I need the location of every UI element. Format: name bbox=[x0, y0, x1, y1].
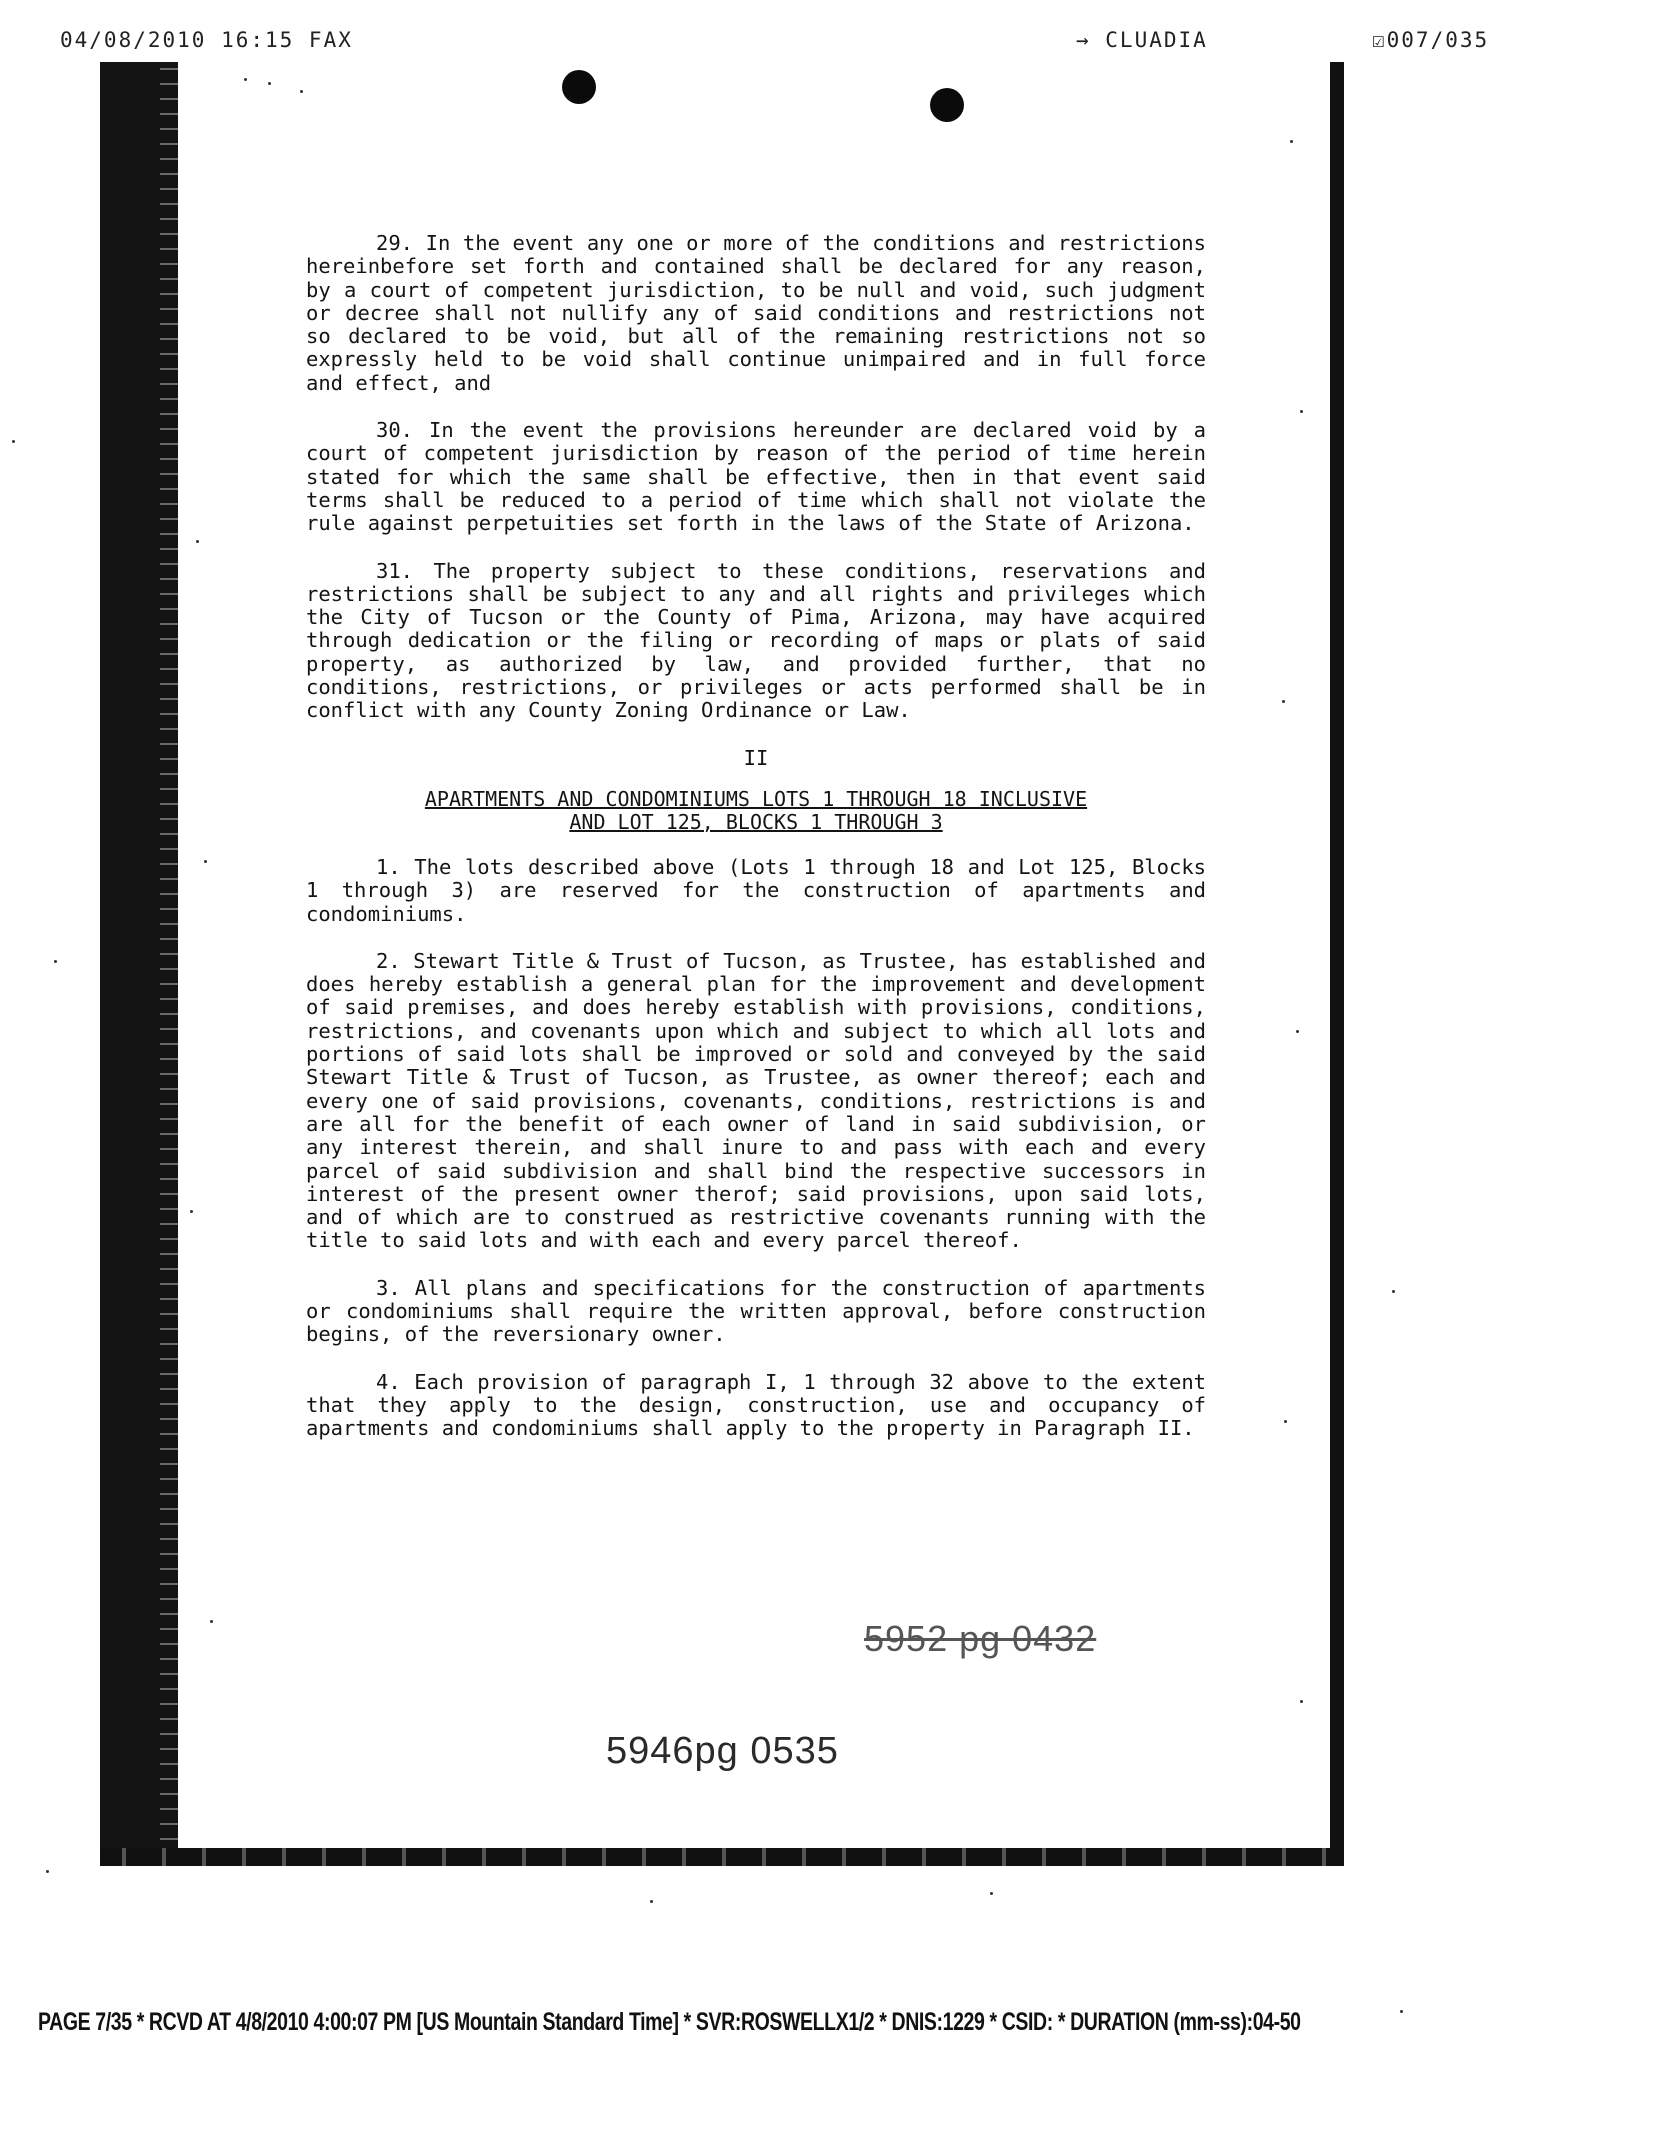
scan-border-right bbox=[1330, 62, 1344, 1866]
document-body bbox=[306, 232, 1206, 1464]
punch-hole-left bbox=[562, 70, 596, 104]
fax-header bbox=[0, 28, 1664, 58]
paragraph-29: 29. In the event any one or more of the conditions and restrictions hereinbefore set forth and contained shall be declared for any reason, by a court of competent jurisdiction, to be null and void, such judgment or decree shall not nullify any of said conditions and restrictions not so declared to be void, but all of the remaining restrictions not so expressly held to be void shall continue unimpaired and in full force and effect, and bbox=[306, 231, 1206, 395]
fax-datetime: 04/08/2010 16:15 FAX bbox=[60, 28, 353, 52]
section-heading-line-1: APARTMENTS AND CONDOMINIUMS LOTS 1 THROUGH 18 INCLUSIVE bbox=[424, 786, 1088, 811]
book-page-stamp: 5946pg 0535 bbox=[606, 1730, 839, 1772]
paragraph-30: 30. In the event the provisions hereunder are declared void by a court of competent jurisdiction by reason of the period of time herein stated for which the same shall be effective, then in that event said terms shall be reduced to a period of time which shall not violate the rule against perpetuities set forth in the laws of the State of Arizona. bbox=[306, 418, 1206, 536]
fax-transmission-footer: PAGE 7/35 * RCVD AT 4/8/2010 4:00:07 PM [US Mountain Standard Time] * SVR:ROSWELLX1/2 * DNIS:1229 * CSID: * DURATION (mm-ss):04-50 bbox=[38, 2008, 1301, 2036]
paragraph-ii-3: 3. All plans and specifications for the construction of apartments or condominiums shall require the written approval, before construction begins, of the reversionary owner. bbox=[306, 1275, 1206, 1347]
paragraph-ii-4: 4. Each provision of paragraph I, 1 through 32 above to the extent that they apply to the design, construction, use and occupancy of apartments and condominiums shall apply to the property in Paragraph II. bbox=[306, 1369, 1206, 1441]
section-heading-line-2: AND LOT 125, BLOCKS 1 THROUGH 3 bbox=[569, 809, 943, 834]
paragraph-ii-2: 2. Stewart Title & Trust of Tucson, as Trustee, has established and does hereby establish a general plan for the improvement and development of said premises, and does hereby establish with provisions, conditions, restrictions, and covenants upon which and subject to which all lots and portions of said lots shall be improved or sold and conveyed by the said Stewart Title & Trust of Tucson, as Trustee, as owner thereof; each and every one of said provisions, covenants, conditions, restrictions is and are all for the benefit of each owner of land in said subdivision, or any interest therein, and shall inure to and pass with each and every parcel of said subdivision and shall bind the respective successors in interest of the present owner therof; said provisions, upon said lots, and of which are to construed as restrictive covenants running with the title to said lots and with each and every parcel thereof. bbox=[306, 948, 1206, 1253]
section-heading bbox=[306, 788, 1206, 834]
book-page-stamp-struck: 5952 pg 0432 bbox=[864, 1618, 1097, 1659]
section-number: II bbox=[743, 745, 769, 770]
punch-hole-right bbox=[930, 88, 964, 122]
paragraph-ii-1: 1. The lots described above (Lots 1 through 18 and Lot 125, Blocks 1 through 3) are reserved for the construction of apartments and condominiums. bbox=[306, 854, 1206, 926]
scan-border-left-texture bbox=[160, 62, 178, 1866]
paragraph-31: 31. The property subject to these conditions, reservations and restrictions shall be subject to any and all rights and privileges which the City of Tucson or the County of Pima, Arizona, may have acquired through dedication or the filing or recording of maps or plats of said property, as authorized by law, and provided further, that no conditions, restrictions, or privileges or acts performed shall be in conflict with any County Zoning Ordinance or Law. bbox=[306, 558, 1206, 723]
scan-border-bottom bbox=[100, 1848, 1344, 1866]
fax-recipient: → CLUADIA bbox=[1076, 28, 1208, 52]
fax-page-counter: ☑007/035 bbox=[1372, 28, 1490, 52]
